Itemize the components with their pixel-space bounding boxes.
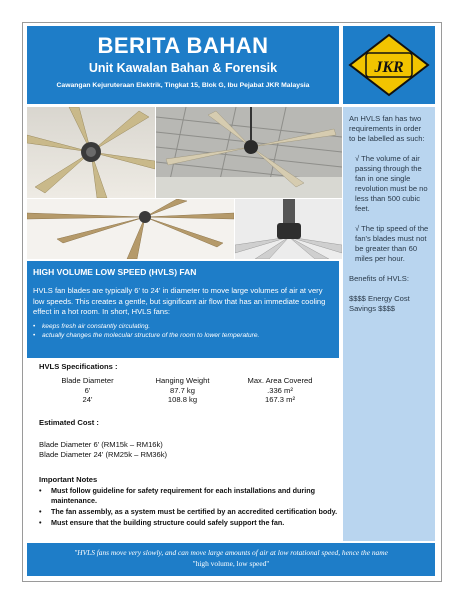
list-item: • actually changes the molecular structure of the room to lower temperature. bbox=[33, 331, 333, 340]
header-blade-diameter: Blade Diameter bbox=[61, 376, 114, 385]
list-item: • keeps fresh air constantly circulating. bbox=[33, 322, 333, 331]
requirement-tip-speed: √ The tip speed of the fan's blades must not be greater than 60 miles per hour. bbox=[355, 224, 429, 263]
section-title: HIGH VOLUME LOW SPEED (HVLS) FAN bbox=[33, 267, 197, 277]
specifications-heading: HVLS Specifications : bbox=[39, 362, 118, 371]
cost-line: Blade Diameter 24' (RM25k – RM36k) bbox=[39, 450, 168, 459]
fan-photo-warehouse bbox=[156, 107, 342, 198]
hvls-bullet-list bbox=[33, 322, 333, 340]
cost-line: Blade Diameter 6' (RM15k – RM16k) bbox=[39, 440, 163, 449]
list-item: • Must ensure that the building structure could safely support the fan. bbox=[39, 518, 339, 528]
header-banner bbox=[27, 26, 339, 104]
jkr-logo-icon bbox=[348, 33, 430, 97]
table-row bbox=[40, 386, 330, 396]
table-cell: .336 m² bbox=[267, 385, 293, 395]
benefits-title: Benefits of HVLS: bbox=[349, 274, 409, 283]
list-item: • The fan assembly, as a system must be certified by an accredited certification body. bbox=[39, 507, 339, 517]
table-cell: 108.8 kg bbox=[167, 395, 198, 404]
table-cell: 24' bbox=[82, 395, 93, 404]
table-row bbox=[40, 395, 330, 405]
table-cell: 167.3 m² bbox=[265, 395, 295, 404]
footer-quote: "HVLS fans move very slowly, and can move large amounts of air at low rotational speed, hence the name bbox=[74, 548, 388, 557]
benefits-text: $$$$ Energy Cost Savings $$$$ bbox=[349, 294, 410, 313]
svg-text:JKR: JKR bbox=[374, 59, 404, 76]
fan-photo-wide bbox=[27, 199, 234, 259]
footer-name: "high volume, low speed" bbox=[192, 559, 270, 568]
fan-photo-ceiling bbox=[27, 107, 155, 198]
important-notes-list bbox=[39, 486, 339, 529]
address-line: Cawangan Kejuruteraan Elektrik, Tingkat 15, Blok G, Ibu Pejabat JKR Malaysia bbox=[56, 82, 310, 89]
page-title: BERITA BAHAN bbox=[97, 33, 269, 58]
table-header-row bbox=[40, 376, 330, 386]
estimated-cost-list bbox=[39, 440, 167, 460]
unit-subtitle: Unit Kawalan Bahan & Forensik bbox=[88, 61, 278, 75]
hvls-description-section bbox=[27, 261, 339, 358]
hvls-requirements-panel bbox=[343, 107, 435, 541]
jkr-logo bbox=[343, 26, 435, 104]
section-body: HVLS fan blades are typically 6' to 24' in diameter to move large volumes of air at very low speeds. This creates a gentle, but significant air flow that has an immediate cooling effect in a hot room. In short, HVLS fans: bbox=[33, 286, 326, 316]
fan-photo-motor bbox=[235, 199, 342, 259]
requirements-intro: An HVLS fan has two requirements in order to be labelled as such: bbox=[349, 114, 425, 143]
header-hanging-weight: Hanging Weight bbox=[155, 376, 210, 385]
requirement-volume: √ The volume of air passing through the fan in one single revolution must be no less than 500 cubic feet. bbox=[355, 154, 428, 213]
header-max-area: Max. Area Covered bbox=[247, 376, 313, 385]
list-item: • Must follow guideline for safety requirement for each installations and during maintenance. bbox=[39, 486, 339, 506]
specifications-table bbox=[40, 376, 330, 405]
important-notes-heading: Important Notes bbox=[39, 475, 98, 484]
table-cell: 6' bbox=[84, 385, 91, 395]
estimated-cost-heading: Estimated Cost : bbox=[39, 418, 99, 427]
table-cell: 87.7 kg bbox=[170, 385, 195, 395]
footer-quote-box bbox=[27, 543, 435, 576]
